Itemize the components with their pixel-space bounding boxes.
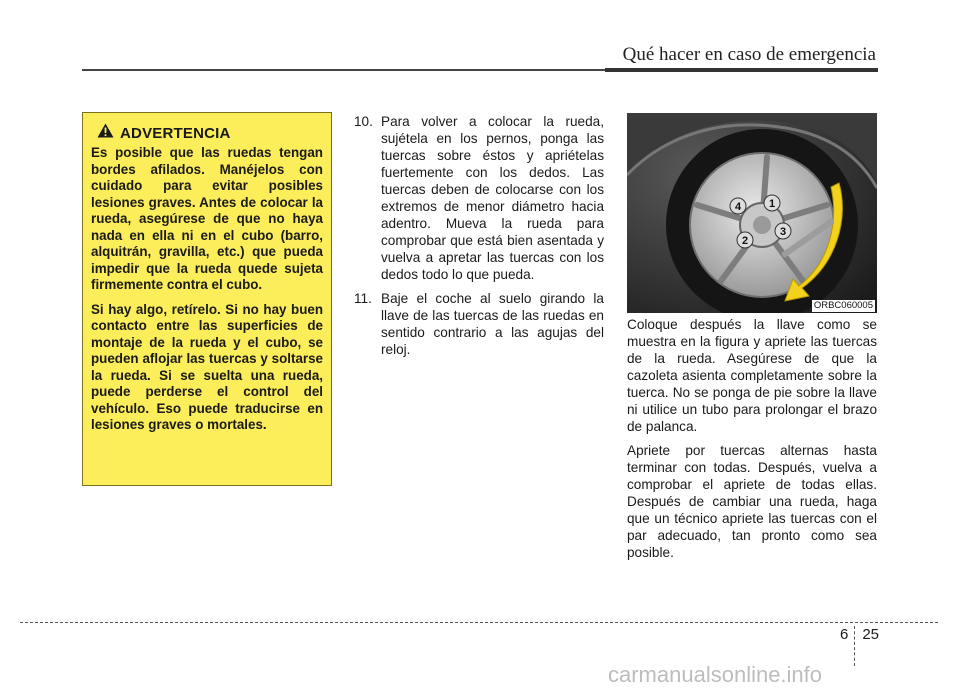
hub-cap <box>753 216 771 234</box>
step-item <box>354 290 604 358</box>
header-rule-accent <box>605 68 878 72</box>
step-text: Baje el coche al suelo girando la llave de las tuercas de las ruedas en sentido contrario a las agujas del reloj. <box>381 291 604 357</box>
watermark: carmanualsonline.info <box>608 662 823 687</box>
body-paragraph: Apriete por tuercas alternas hasta terminar con todas. Después, vuelva a comprobar el apriete de todas ellas. Después de cambiar una rueda, haga que un técnico apriete las tuercas con el par adecuado, tan pronto como sea posible. <box>627 443 877 560</box>
page-number-separator <box>854 626 856 666</box>
warning-header <box>97 123 323 143</box>
warning-paragraph: Si hay algo, retírelo. Si no hay buen contacto entre las superficies de montaje de la rueda y el cubo, se pueden aflojar las tuercas y soltarse la rueda. Si se suelta una rueda, puede perderse el control del vehículo. Eso puede traducirse en lesiones graves o mortales. <box>91 301 323 432</box>
chapter-number: 6 <box>840 626 849 643</box>
step-number: 10. <box>354 114 373 129</box>
wheel-illustration <box>627 113 877 313</box>
nut-label: 4 <box>734 201 742 213</box>
warning-box <box>82 112 332 486</box>
wheel-nut-illustration <box>627 113 877 313</box>
step-item <box>354 113 604 283</box>
step-text: Para volver a colocar la rueda, sujétela en los pernos, ponga las tuercas sobre éstos y apriételas fuertemente con los dedos. Las tuercas deben de colocarse con los extremos de menor diámetro hacia adentro. Mueva la rueda para comprobar que está bien asentada y vuelva a apretar las tuercas con los dedos todo lo que pueda. <box>381 114 604 282</box>
instruction-steps <box>354 113 604 365</box>
section-title: Qué hacer en caso de emergencia <box>622 44 876 65</box>
nut-label: 1 <box>768 198 776 210</box>
right-column-text <box>627 316 877 568</box>
page-number <box>840 626 879 666</box>
warning-title: ADVERTENCIA <box>120 124 231 142</box>
step-number: 11. <box>354 291 372 306</box>
nut-label: 3 <box>779 226 787 238</box>
body-paragraph: Coloque después la llave como se muestra en la figura y apriete las tuercas de la rueda. Asegúrese de que la cazoleta asienta completamente sobre la tuerca. No se ponga de pie sobre la llave ni utilice un tubo para prolongar el brazo de palanca. <box>627 317 877 434</box>
warning-triangle-icon <box>97 123 114 143</box>
figure-code: ORBC060005 <box>813 300 873 311</box>
page-in-chapter: 25 <box>862 626 880 643</box>
nut-label: 2 <box>741 235 749 247</box>
footer-rule <box>20 622 938 623</box>
warning-paragraph: Es posible que las ruedas tengan bordes afilados. Manéjelos con cuidado para evitar posibles lesiones graves. Antes de colocar la rueda, asegúrese de que no haya nada en ella ni en el cubo (barro, alquitrán, gravilla, etc.) que pueda impedir que la rueda quede sujeta firmemente contra el cubo. <box>91 145 323 292</box>
